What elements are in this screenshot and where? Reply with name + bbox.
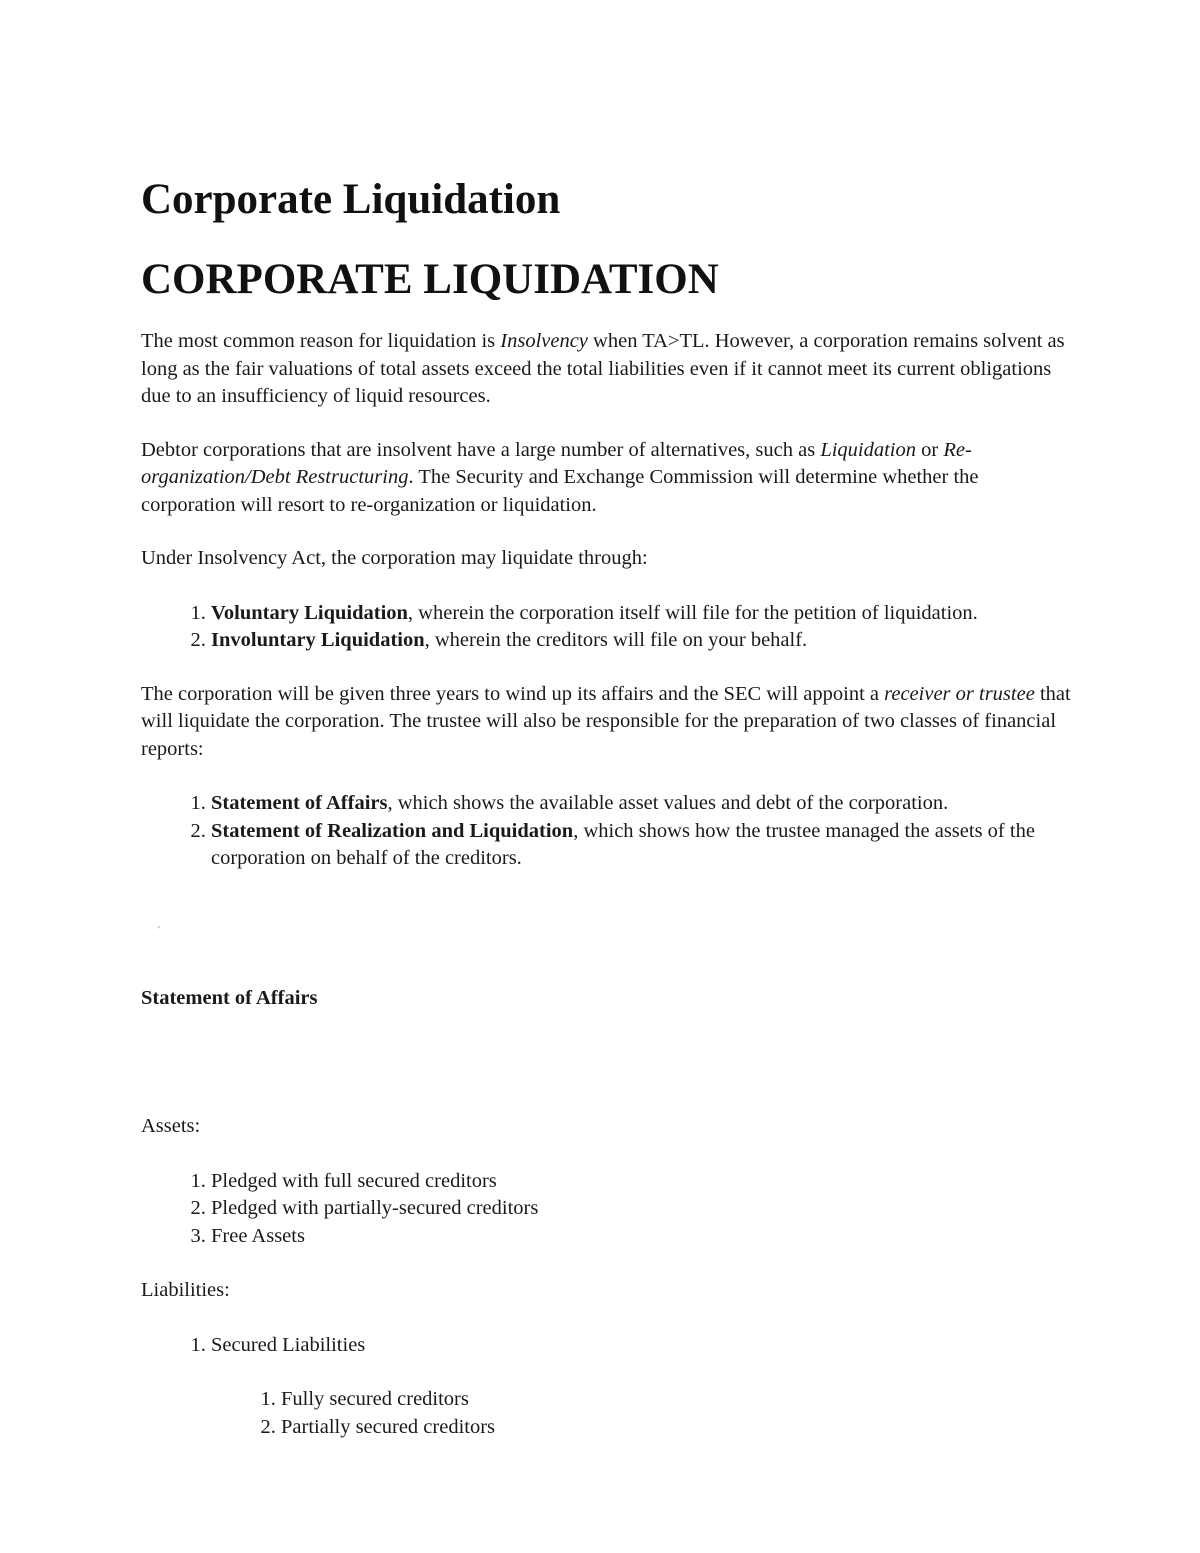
document-body: [141, 170, 1071, 873]
list-item-bold: Statement of Affairs: [211, 792, 388, 814]
list-item: 2. Partially secured creditors: [281, 1414, 1071, 1442]
reports-list: [141, 790, 1071, 873]
list-item: 3. Free Assets: [211, 1223, 1071, 1251]
list-item-text: , which shows how the trustee managed the assets of the corporation on behalf of the creditors.: [211, 819, 1035, 869]
emphasis-reorganization: Re-organization/Debt Restructuring: [141, 438, 972, 488]
list-item: [211, 600, 1071, 628]
liabilities-label: Liabilities:: [141, 1279, 230, 1301]
list-item: [211, 818, 1071, 873]
list-item-text: , which shows the available asset values and debt of the corporation.: [387, 792, 949, 814]
list-item-text: , wherein the creditors will file on your behalf.: [424, 629, 808, 651]
paragraph-alternatives: [141, 437, 1071, 520]
paragraph-trustee: [141, 681, 1071, 764]
list-item: [211, 1332, 1071, 1442]
secured-liabilities-sublist: [211, 1386, 1071, 1441]
paragraph-insolvency-act: Under Insolvency Act, the corporation may liquidate through:: [141, 547, 648, 569]
text-span: or: [916, 438, 944, 461]
assets-liabilities-section: [141, 1113, 1071, 1441]
list-item: [211, 627, 1071, 655]
paragraph-insolvency: [141, 328, 1071, 411]
liabilities-list: [141, 1332, 1071, 1442]
section-title: CORPORATE LIQUIDATION: [141, 256, 719, 303]
assets-list: [141, 1168, 1071, 1251]
list-item-bold: Statement of Realization and Liquidation: [211, 819, 574, 842]
list-item: 1. Pledged with full secured creditors: [211, 1168, 1071, 1196]
list-item-bold: Voluntary Liquidation: [211, 601, 408, 624]
list-item-text: Secured Liabilities: [211, 1333, 366, 1356]
list-item: 2. Pledged with partially-secured creditors: [211, 1195, 1071, 1223]
page-title: Corporate Liquidation: [141, 176, 561, 223]
list-item: 1. Fully secured creditors: [281, 1386, 1071, 1414]
text-span: Debtor corporations that are insolvent have a large number of alternatives, such as: [141, 438, 821, 461]
statement-of-affairs-heading: Statement of Affairs: [141, 987, 318, 1009]
emphasis-liquidation: Liquidation: [820, 438, 916, 461]
text-span: when TA>TL. However, a corporation remains solvent as long as the fair valuations of total assets exceed the total liabilities even if it cannot meet its current obligations due to an insufficiency of liquid resources.: [141, 330, 1065, 407]
text-span: The corporation will be given three years to wind up its affairs and the SEC will appoint a: [141, 682, 885, 705]
liquidation-types-list: [141, 600, 1071, 655]
text-span: that will liquidate the corporation. The trustee will also be responsible for the preparation of two classes of financial reports:: [141, 682, 1071, 760]
list-item-bold: Involuntary Liquidation: [211, 629, 425, 651]
text-span: . The Security and Exchange Commission will determine whether the corporation will resort to re-organization or liquidation.: [141, 466, 979, 516]
emphasis-receiver: receiver or trustee: [884, 682, 1035, 705]
list-item-text: , wherein the corporation itself will file for the petition of liquidation.: [407, 601, 978, 624]
text-span: The most common reason for liquidation is: [141, 330, 501, 352]
stray-mark: ': [158, 925, 160, 936]
assets-label: Assets:: [141, 1115, 201, 1137]
list-item: [211, 790, 1071, 818]
emphasis-insolvency: Insolvency: [500, 330, 588, 352]
